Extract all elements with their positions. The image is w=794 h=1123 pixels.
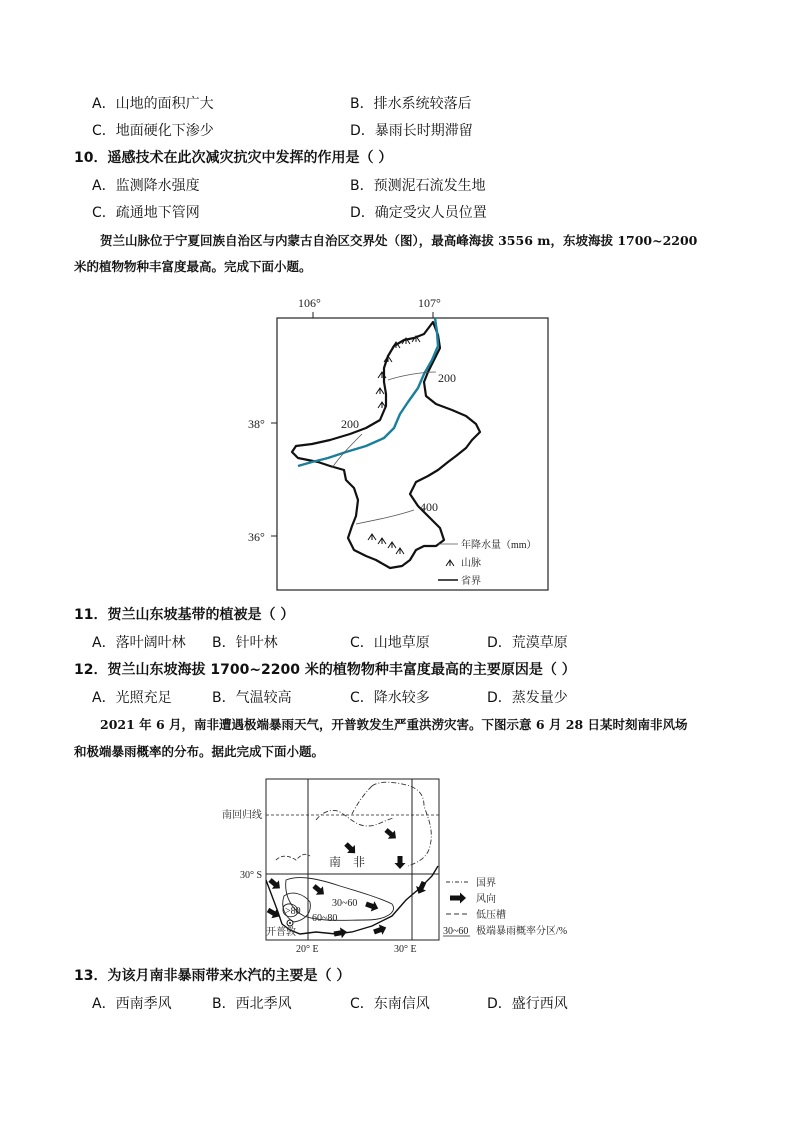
q10-option-b: B．预测泥石流发生地: [350, 178, 486, 194]
tropic-of-capricorn-label: 南回归线: [222, 810, 262, 821]
ningxia-map: [240, 290, 560, 595]
zone-label-60-80: 60~80: [312, 913, 338, 924]
passage2-line1: 2021 年 6 月，南非遭遇极端暴雨天气，开普敦发生严重洪涝灾害。下图示意 6 月 28 日某时刻南非风场: [100, 717, 688, 732]
legend-precipitation-label: 年降水量（mm）: [461, 540, 537, 551]
isohyet-200-east: [388, 372, 436, 380]
yellow-river: [298, 318, 438, 466]
lat-30s-label: 30° S: [240, 870, 263, 881]
south-africa-map: [220, 772, 590, 957]
zone-label-30-60: 30~60: [332, 898, 358, 909]
isohyet-label-400: 400: [420, 500, 438, 514]
q10-stem: 10．遥感技术在此次减灾抗灾中发挥的作用是（ ）: [74, 150, 393, 166]
legend-mountain-icon: [446, 560, 454, 566]
isohyet-label-200-a: 200: [438, 371, 456, 385]
lon-106-label: 106°: [298, 296, 321, 310]
helan-mountain-symbols: [376, 336, 420, 408]
legend-probability-label: 极端暴雨概率分区/%: [476, 926, 568, 937]
legend-probability-sample: 30~60: [443, 926, 469, 937]
legend-low-trough-label: 低压槽: [476, 910, 506, 921]
q10-option-d: D．确定受灾人员位置: [350, 205, 487, 221]
q12-option-d: D．蒸发量少: [487, 690, 568, 706]
lon-107-label: 107°: [418, 296, 441, 310]
q12-stem: 12．贺兰山东坡海拔 1700~2200 米的植物物种丰富度最高的主要原因是（ ）: [74, 662, 576, 678]
q13-stem: 13．为该月南非暴雨带来水汽的主要是（ ）: [74, 968, 351, 984]
lon-20e-label: 20° E: [296, 944, 319, 955]
legend-mountain-label: 山脉: [461, 558, 481, 569]
q12-option-b: B．气温较高: [212, 690, 292, 706]
passage1-line2: 米的植物物种丰富度最高。完成下面小题。: [74, 259, 312, 274]
q13-option-a: A．西南季风: [92, 996, 172, 1012]
lat-38-label: 38°: [248, 417, 265, 431]
legend-national-border-label: 国界: [476, 878, 496, 889]
q13-option-b: B．西北季风: [212, 996, 292, 1012]
passage1-line1: 贺兰山脉位于宁夏回族自治区与内蒙古自治区交界处（图），最高峰海拔 3556 m，东坡海拔 1700~2200: [100, 233, 698, 248]
q11-option-c: C．山地草原: [350, 635, 430, 651]
cape-town-label: 开普敦: [266, 927, 296, 938]
q10-option-c: C．疏通地下管网: [92, 205, 200, 221]
legend-border-label: 省界: [461, 576, 481, 587]
isohyet-400: [356, 510, 414, 524]
q12-option-a: A．光照充足: [92, 690, 172, 706]
legend-wind-icon: [450, 893, 466, 904]
q11-stem: 11．贺兰山东坡基带的植被是（ ）: [74, 607, 295, 623]
q11-option-d: D．荒漠草原: [487, 635, 568, 651]
zone-label-over-80: >80: [285, 906, 301, 917]
q11-option-a: A．落叶阔叶林: [92, 635, 186, 651]
q13-option-d: D．盛行西风: [487, 996, 568, 1012]
q9-option-c: C．地面硬化下渗少: [92, 123, 214, 139]
legend-wind-label: 风向: [476, 894, 496, 905]
lon-30e-label: 30° E: [394, 944, 417, 955]
q11-option-b: B．针叶林: [212, 635, 278, 651]
q12-option-c: C．降水较多: [350, 690, 430, 706]
q9-option-a: A．山地的面积广大: [92, 96, 214, 112]
isohyet-label-200-b: 200: [341, 417, 359, 431]
q9-option-d: D．暴雨长时期滞留: [350, 123, 473, 139]
q10-option-a: A．监测降水强度: [92, 178, 200, 194]
q9-option-b: B．排水系统较落后: [350, 96, 472, 112]
q13-option-c: C．东南信风: [350, 996, 430, 1012]
passage2-line2: 和极端暴雨概率的分布。据此完成下面小题。: [74, 744, 325, 759]
south-africa-label: 南 非: [329, 855, 366, 869]
lat-36-label: 36°: [248, 530, 265, 544]
liupan-mountain-symbols: [368, 534, 404, 554]
national-border: [316, 782, 431, 866]
